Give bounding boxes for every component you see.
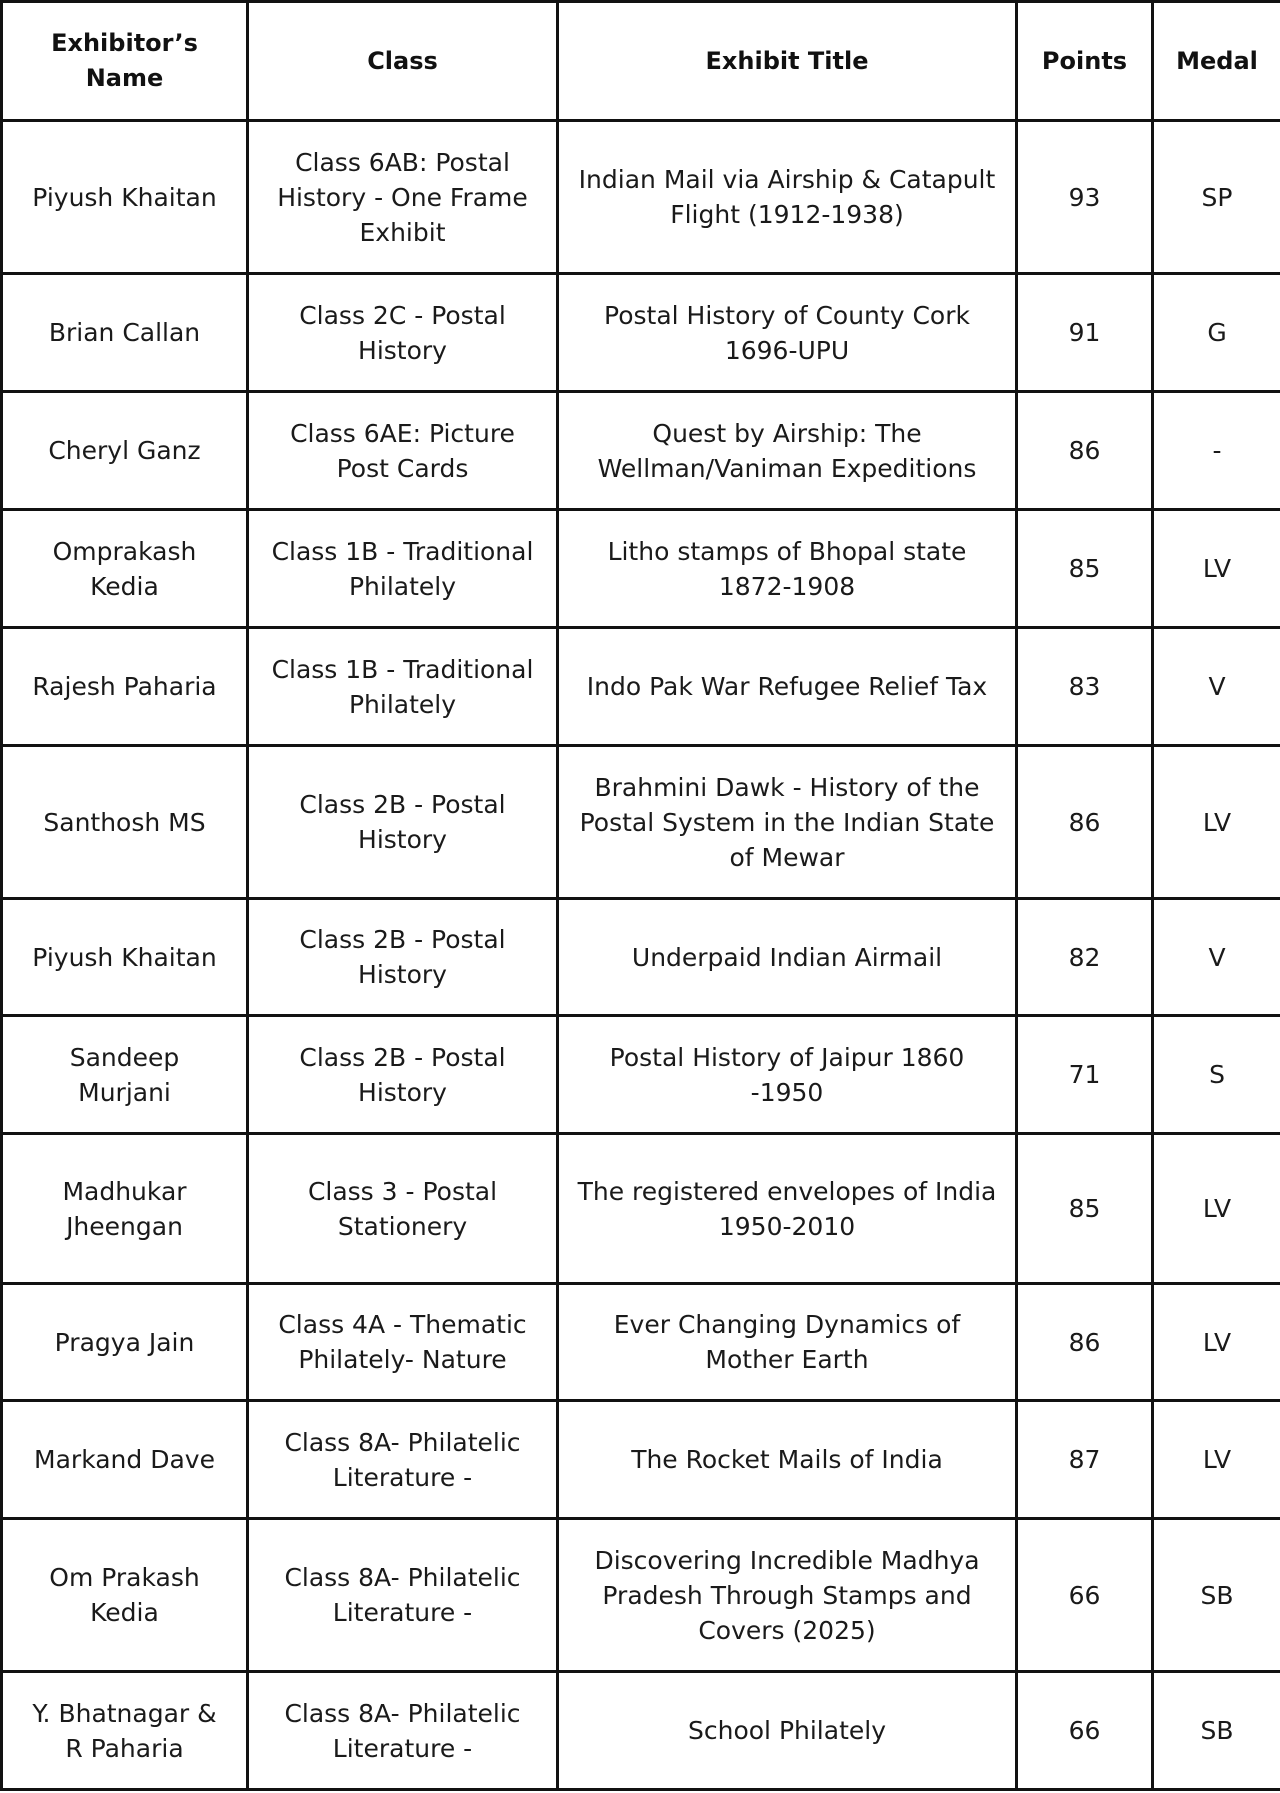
cell-exhibitor-name: Omprakash Kedia bbox=[2, 510, 248, 628]
cell-exhibit-title: The registered envelopes of India 1950-2010 bbox=[558, 1134, 1017, 1284]
cell-exhibit-title: The Rocket Mails of India bbox=[558, 1401, 1017, 1519]
cell-exhibitor-name: Santhosh MS bbox=[2, 746, 248, 899]
cell-exhibitor-name: Y. Bhatnagar & R Paharia bbox=[2, 1672, 248, 1790]
table-row bbox=[2, 899, 1280, 1016]
cell-medal: V bbox=[1153, 899, 1280, 1016]
cell-medal: LV bbox=[1153, 746, 1280, 899]
cell-exhibitor-name: Piyush Khaitan bbox=[2, 121, 248, 274]
table-row bbox=[2, 1134, 1280, 1284]
table-row bbox=[2, 274, 1280, 392]
cell-class: Class 8A- Philatelic Literature - bbox=[248, 1519, 558, 1672]
cell-medal: LV bbox=[1153, 1134, 1280, 1284]
cell-class: Class 8A- Philatelic Literature - bbox=[248, 1672, 558, 1790]
header-exhibitor-name: Exhibitor’s Name bbox=[2, 2, 248, 121]
cell-class: Class 6AE: Picture Post Cards bbox=[248, 392, 558, 510]
cell-points: 71 bbox=[1017, 1016, 1153, 1134]
cell-exhibitor-name: Pragya Jain bbox=[2, 1284, 248, 1401]
table-row bbox=[2, 392, 1280, 510]
cell-exhibitor-name: Om Prakash Kedia bbox=[2, 1519, 248, 1672]
cell-medal: - bbox=[1153, 392, 1280, 510]
cell-exhibitor-name: Piyush Khaitan bbox=[2, 899, 248, 1016]
table-row bbox=[2, 1284, 1280, 1401]
cell-class: Class 1B - Traditional Philately bbox=[248, 510, 558, 628]
cell-medal: LV bbox=[1153, 510, 1280, 628]
cell-points: 85 bbox=[1017, 510, 1153, 628]
cell-class: Class 4A - Thematic Philately- Nature bbox=[248, 1284, 558, 1401]
cell-class: Class 1B - Traditional Philately bbox=[248, 628, 558, 746]
cell-points: 86 bbox=[1017, 1284, 1153, 1401]
cell-points: 66 bbox=[1017, 1672, 1153, 1790]
cell-exhibit-title: Brahmini Dawk - History of the Postal System in the Indian State of Mewar bbox=[558, 746, 1017, 899]
cell-exhibitor-name: Brian Callan bbox=[2, 274, 248, 392]
table-row bbox=[2, 121, 1280, 274]
cell-points: 86 bbox=[1017, 392, 1153, 510]
cell-exhibit-title: Underpaid Indian Airmail bbox=[558, 899, 1017, 1016]
table-row bbox=[2, 628, 1280, 746]
cell-medal: V bbox=[1153, 628, 1280, 746]
cell-points: 82 bbox=[1017, 899, 1153, 1016]
header-class: Class bbox=[248, 2, 558, 121]
cell-points: 66 bbox=[1017, 1519, 1153, 1672]
table-row bbox=[2, 1672, 1280, 1790]
cell-exhibit-title: Ever Changing Dynamics of Mother Earth bbox=[558, 1284, 1017, 1401]
cell-medal: LV bbox=[1153, 1284, 1280, 1401]
cell-points: 85 bbox=[1017, 1134, 1153, 1284]
cell-class: Class 3 - Postal Stationery bbox=[248, 1134, 558, 1284]
cell-exhibitor-name: Sandeep Murjani bbox=[2, 1016, 248, 1134]
header-row bbox=[2, 2, 1280, 121]
cell-points: 91 bbox=[1017, 274, 1153, 392]
cell-medal: SB bbox=[1153, 1519, 1280, 1672]
cell-class: Class 2B - Postal History bbox=[248, 899, 558, 1016]
cell-medal: S bbox=[1153, 1016, 1280, 1134]
cell-medal: SP bbox=[1153, 121, 1280, 274]
cell-points: 87 bbox=[1017, 1401, 1153, 1519]
cell-exhibit-title: Postal History of Jaipur 1860 -1950 bbox=[558, 1016, 1017, 1134]
cell-exhibit-title: Indian Mail via Airship & Catapult Flight (1912-1938) bbox=[558, 121, 1017, 274]
cell-points: 86 bbox=[1017, 746, 1153, 899]
cell-class: Class 2C - Postal History bbox=[248, 274, 558, 392]
header-points: Points bbox=[1017, 2, 1153, 121]
cell-points: 83 bbox=[1017, 628, 1153, 746]
cell-exhibit-title: Discovering Incredible Madhya Pradesh Through Stamps and Covers (2025) bbox=[558, 1519, 1017, 1672]
table-row bbox=[2, 1519, 1280, 1672]
table-row bbox=[2, 1401, 1280, 1519]
cell-class: Class 2B - Postal History bbox=[248, 1016, 558, 1134]
cell-class: Class 6AB: Postal History - One Frame Exhibit bbox=[248, 121, 558, 274]
cell-exhibit-title: Litho stamps of Bhopal state 1872-1908 bbox=[558, 510, 1017, 628]
cell-exhibitor-name: Markand Dave bbox=[2, 1401, 248, 1519]
table-row bbox=[2, 510, 1280, 628]
cell-exhibitor-name: Rajesh Paharia bbox=[2, 628, 248, 746]
cell-medal: SB bbox=[1153, 1672, 1280, 1790]
header-exhibit-title: Exhibit Title bbox=[558, 2, 1017, 121]
cell-exhibit-title: Indo Pak War Refugee Relief Tax bbox=[558, 628, 1017, 746]
cell-exhibit-title: Postal History of County Cork 1696-UPU bbox=[558, 274, 1017, 392]
cell-class: Class 2B - Postal History bbox=[248, 746, 558, 899]
cell-exhibitor-name: Cheryl Ganz bbox=[2, 392, 248, 510]
cell-medal: G bbox=[1153, 274, 1280, 392]
table-row bbox=[2, 746, 1280, 899]
header-medal: Medal bbox=[1153, 2, 1280, 121]
cell-class: Class 8A- Philatelic Literature - bbox=[248, 1401, 558, 1519]
cell-exhibit-title: School Philately bbox=[558, 1672, 1017, 1790]
cell-exhibit-title: Quest by Airship: The Wellman/Vaniman Expeditions bbox=[558, 392, 1017, 510]
cell-points: 93 bbox=[1017, 121, 1153, 274]
cell-exhibitor-name: Madhukar Jheengan bbox=[2, 1134, 248, 1284]
cell-medal: LV bbox=[1153, 1401, 1280, 1519]
table-row bbox=[2, 1016, 1280, 1134]
